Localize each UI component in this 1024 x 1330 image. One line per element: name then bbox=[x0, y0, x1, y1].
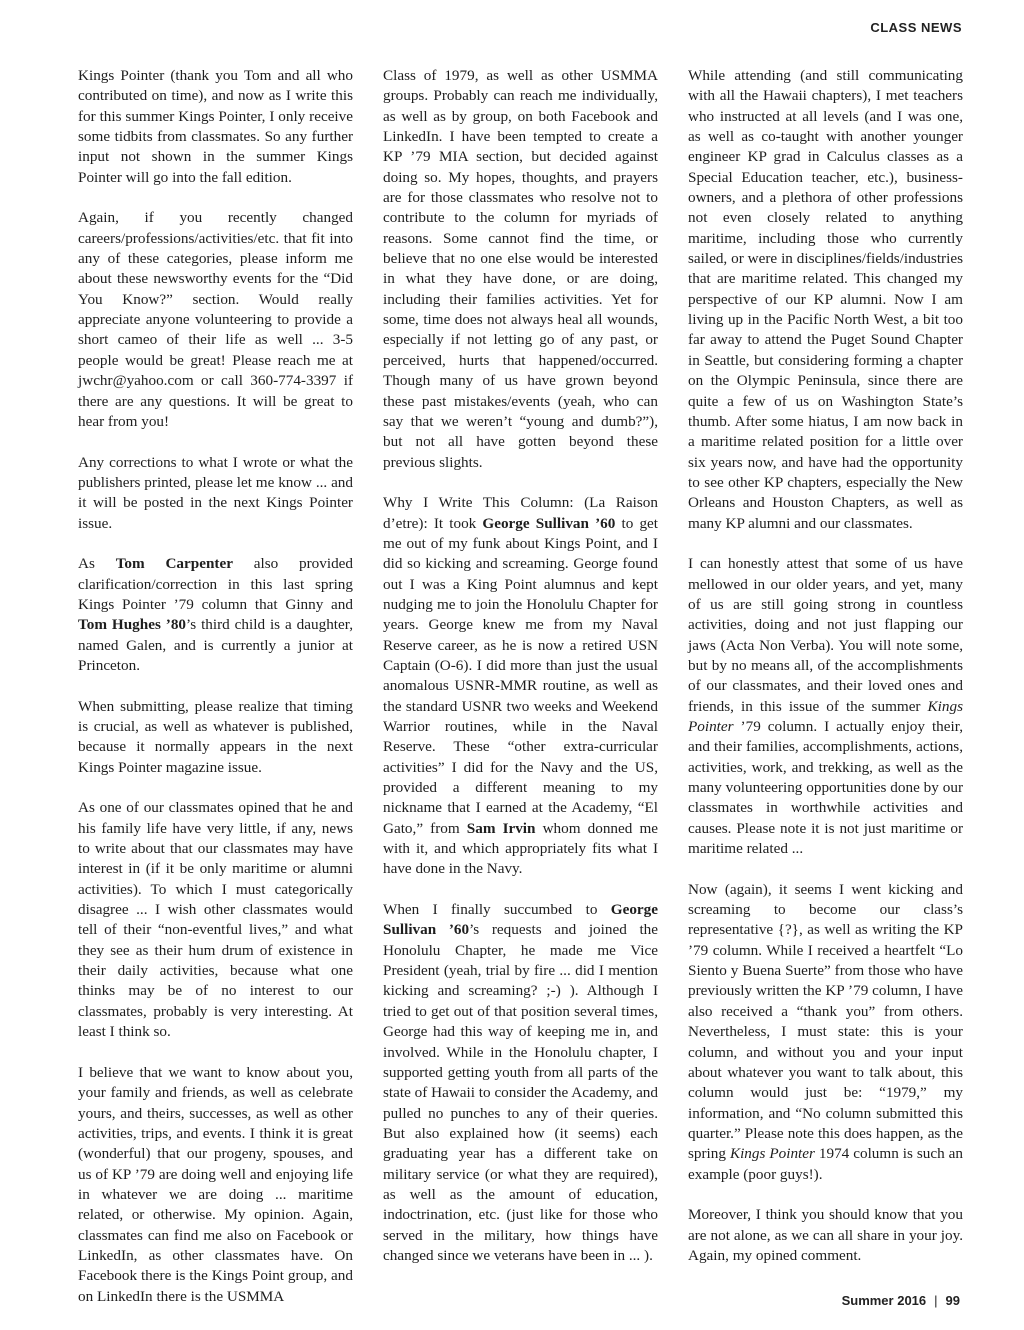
text-column-1 bbox=[78, 66, 353, 1307]
paragraph bbox=[78, 554, 353, 676]
text-run: Now (again), it seems I went kicking and screaming to become our class’s representative {?}, as well as writing the KP ’79 column. While I received a heartfelt “Lo Siento y Buena Suerte” from those who have previously written the KP ’79 column, I have also received a “thank you” from others. Nevertheless, I must state: this is your column, and without you and your input about whatever you want to talk about, this column would just be: “1979,” my information, and “No column submitted this quarter.” Please note this does happen, as the spring bbox=[688, 880, 963, 1163]
section-header: CLASS NEWS bbox=[870, 20, 962, 35]
bold-name: Sam Irvin bbox=[466, 819, 536, 837]
issue-label: Summer 2016 bbox=[841, 1293, 927, 1308]
text-run: ’79 column. I actually enjoy their, and their families, accomplishments, actions, activities, work, and trekking, as well as the many volunteering opportunities done by our classmates in worthwhile activities and causes. Please note it is not just maritime or maritime related ... bbox=[688, 718, 963, 858]
footer-separator: | bbox=[934, 1293, 938, 1308]
text-column-3 bbox=[688, 66, 963, 1266]
italic-title: Kings Pointer bbox=[729, 1145, 815, 1163]
italic-title: Kings Pointer bbox=[688, 697, 963, 735]
text-run: also provided clarification/correction in this last spring Kings Pointer ’79 column that Ginny and bbox=[78, 555, 353, 613]
text-run: ’s third child is a daughter, named Galen, and is currently a junior at Princeton. bbox=[78, 616, 353, 674]
bold-name: George Sullivan ’60 bbox=[383, 901, 658, 939]
text-run: Again, if you recently changed careers/professions/activities/etc. that fit into any of these categories, please inform me about these newsworthy events for the “Did You Know?” section. Would really appreciate anyone volunteering to provide a short cameo of their life as well ... 3-5 people would be great! Please reach me at jwchr@yahoo.com or call 360-774-3397 if there are any questions. It will be great to hear from you! bbox=[78, 209, 353, 430]
text-run: When I finally succumbed to bbox=[383, 901, 611, 919]
paragraph bbox=[78, 798, 353, 1042]
text-run: ’s requests and joined the Honolulu Chapter, he made me Vice President (yeah, trial by fire ... did I mention kicking and screaming? ;-) ). Although I tried to get out of that position several times, George had this way of keeping me in, and involved. While in the Honolulu chapter, I supported getting youth from all parts of the state of Hawaii to consider the Academy, and pulled no punches to any of their queries. But also explained how (it seems) each graduating year has a different take on military service (or what they are required), as well as the amount of education, indoctrination, etc. (just like for those who served in the military, how things have changed since we veterans have been in ... ). bbox=[383, 921, 658, 1264]
text-run: Any corrections to what I wrote or what the publishers printed, please let me know ... and it will be posted in the next Kings Pointer issue. bbox=[78, 453, 353, 532]
paragraph bbox=[688, 1205, 963, 1266]
text-run: whom donned me with it, and which appropriately fits what I have done in the Navy. bbox=[383, 819, 658, 878]
text-column-2 bbox=[383, 66, 658, 1266]
paragraph bbox=[78, 66, 353, 188]
paragraph bbox=[78, 453, 353, 534]
bold-name: George Sullivan ’60 bbox=[482, 514, 616, 532]
text-run: I can honestly attest that some of us have mellowed in our older years, and yet, many of us are still going strong in countless activities, doing and not just flapping our jaws (Acta Non Verba). You will note some, but by no means all, of the accomplishments of our classmates, and their loved ones and friends, in this issue of the summer bbox=[688, 555, 963, 715]
paragraph bbox=[383, 900, 658, 1266]
paragraph bbox=[688, 66, 963, 534]
bold-name: Tom Hughes ’80 bbox=[78, 616, 187, 634]
paragraph bbox=[383, 493, 658, 880]
text-run: Why I Write This Column: (La Raison d’etre): It took bbox=[383, 494, 658, 532]
text-run: I believe that we want to know about you, your family and friends, as well as celebrate yours, and theirs, successes, as well as other activities, trips, and events. I think it is great (wonderful) that our progeny, spouses, and us of KP ’79 are doing well and enjoying life in whatever we are doing ... maritime related, or otherwise. My opinion. Again, classmates can find me also on Facebook or LinkedIn, as other classmates have. On Facebook there is the Kings Point group, and on LinkedIn there is the USMMA bbox=[78, 1063, 353, 1305]
text-run: As bbox=[78, 555, 116, 573]
paragraph bbox=[383, 66, 658, 473]
text-run: Kings Pointer (thank you Tom and all who contributed on time), and now as I write this for this summer Kings Pointer, I only receive some tidbits from classmates. So any further input not shown in the summer Kings Pointer will go into the fall edition. bbox=[78, 67, 353, 186]
paragraph bbox=[688, 880, 963, 1185]
text-run: to get me out of my funk about Kings Point, and I did so kicking and screaming. George found out I was a King Point alumnus and kept nudging me to join the Honolulu Chapter for years. George knew me from my Naval Reserve career, as he is now a retired USN Captain (O-6). I did more than just the usual anomalous USNR-MMR routine, as well as the standard USNR two weeks and Weekend Warrior routines, while in the Naval Reserve. These “other extra-curricular activities” I did for the Navy and the US, provided a different meaning to my nickname that I earned at the Academy, “El Gato,” from bbox=[383, 514, 659, 837]
text-run: 1974 column is such an example (poor guys!). bbox=[688, 1145, 963, 1183]
paragraph bbox=[78, 1063, 353, 1307]
page-number: 99 bbox=[945, 1293, 960, 1308]
text-run: Moreover, I think you should know that you are not alone, as we can all share in your joy. Again, my opined comment. bbox=[688, 1206, 963, 1264]
page-footer bbox=[842, 1293, 960, 1308]
text-run: As one of our classmates opined that he and his family life have very little, if any, news to write about that our classmates may have interest in (if it be only maritime or alumni activities). To which I must categorically disagree ... I wish other classmates would tell of their “non-eventful lives,” and what they see as their hum drum of existence in their daily activities, because what one thinks may be of no interest to our classmates, probably is very interesting. At least I think so. bbox=[78, 799, 353, 1041]
paragraph bbox=[78, 697, 353, 778]
bold-name: Tom Carpenter bbox=[115, 555, 233, 573]
text-run: While attending (and still communicating with all the Hawaii chapters), I met teachers who instructed at all levels (and I was one, as well as co-taught with another younger engineer KP grad in Calculus classes as a Special Education teacher, etc.), business-owners, and a plethora of other professions not even closely related to anything maritime, including those who currently sailed, or were in disciplines/fields/industries that are maritime related. This changed my perspective of our KP alumni. Now I am living up in the Pacific North West, a bit too far away to attend the Puget Sound Chapter in Seattle, but considering forming a chapter on the Olympic Peninsula, since there are quite a few of us on Washington State’s thumb. After some hiatus, I am now back in a maritime related position for a little over six years now, and have had the opportunity to see other KP chapters, especially the New Orleans and Houston Chapters, as well as many KP alumni and our classmates. bbox=[688, 67, 963, 532]
paragraph bbox=[78, 208, 353, 432]
paragraph bbox=[688, 554, 963, 859]
text-run: Class of 1979, as well as other USMMA groups. Probably can reach me individually, as well as by group, on both Facebook and LinkedIn. I have been tempted to create a KP ’79 MIA section, but decided against doing so. My hopes, thoughts, and prayers are for those classmates who resolve not to contribute to the column for myriads of reasons. Some cannot find the time, or believe that no one else would be interested in what they have done, or are doing, including their families activities. Yet for some, time does not always heal all wounds, especially if not letting go of any past, or perceived, hurts that happened/occurred. Though many of us have grown beyond these past mistakes/events (yeah, who can say that we weren’t “young and dumb?”), but not all have gotten beyond these previous slights. bbox=[383, 67, 658, 471]
text-run: When submitting, please realize that timing is crucial, as well as whatever is published, because it normally appears in the next Kings Pointer magazine issue. bbox=[78, 697, 353, 776]
